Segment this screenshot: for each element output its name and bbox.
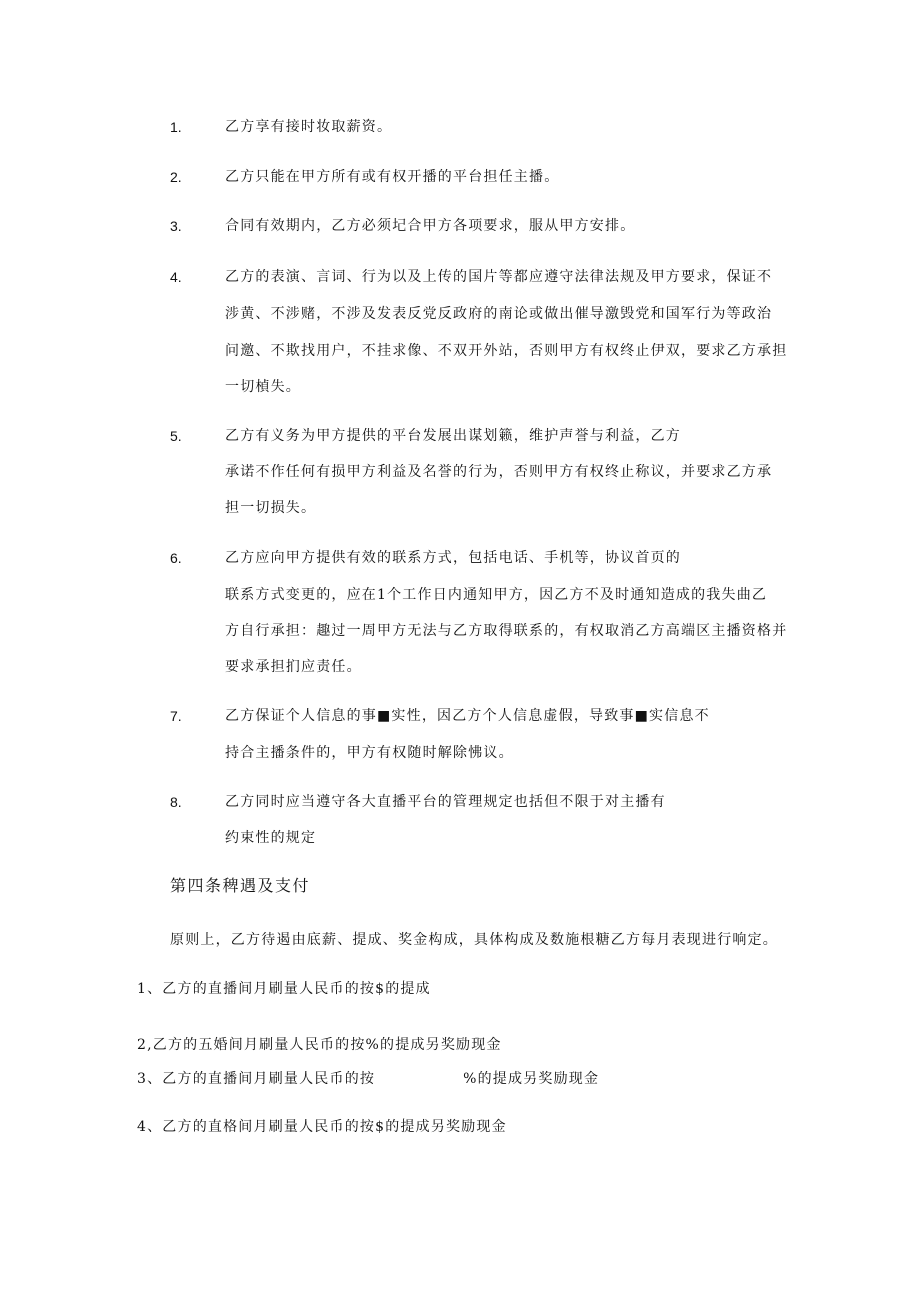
clause-text: 方自行承担：趣过一周甲方无法与乙方取得联系的，有权取消乙方高端区主播资格并 [225,623,788,639]
clause-number: 4. [170,269,182,285]
clause-text: 问邀、不欺找用户，不挂求像、不双开外站，否则甲方有权终止伊双，要求乙方承担 [225,343,788,359]
clause-text: 乙方有义务为甲方提供的平台发展出谋划籁，维护声誉与利益，乙方 [225,428,681,444]
clause-text: 承诺不作任何有损甲方利益及名誉的行为，否则甲方有权终止称议，并要求乙方承 [225,464,773,480]
clause-text: 担一切损失。 [225,500,317,516]
clause-number: 2. [170,169,182,185]
clause-text: 合同有效期内，乙方必须圮合甲方各项要求，服从甲方安排。 [225,218,636,234]
clause-text: 乙方保证个人信息的事■实性，因乙方个人信息虚假，导致事■实信息不 [225,708,710,724]
section-heading: 第四条稗遇及支付 [170,876,311,895]
clause-number: 7. [170,708,182,724]
clause-text: 乙方同时应当遵守各大直播平台的管理规定也括但不限于对主播有 [225,794,666,810]
clause-number: 3. [170,218,182,234]
clause-text: 持合主播条件的，甲方有权随时解除怫议。 [225,745,514,761]
pay-item [137,1069,599,1089]
clause-number: 6. [170,550,182,566]
clause-text: 乙方应向甲方提供有效的联系方式，包括电话、手机等，协议首页的 [225,550,681,566]
section-intro: 原则上，乙方待遏由底薪、提成、奖金构成，具体构成及数施根糖乙方每月表现进行响定。 [170,932,778,948]
pay-item-text-start: 3、乙方的直播间月刷量人民币的按 [137,1071,376,1087]
pay-item: 1、乙方的直播间月刷量人民币的按$的提成 [137,981,431,997]
clause-text: 一切楨失。 [225,379,301,395]
clause-text: 涉黄、不涉赌，不涉及发表反党反政府的南论或做出催导激毁党和国军行为等政治 [225,306,773,322]
clause-text: 乙方的表演、言词、行为以及上传的国片等都应遵守法律法规及甲方要求，保证不 [225,269,773,285]
clause-text: 要求承担扪应责任。 [225,659,362,675]
clause-text: 联系方式变更的，应在1个工作日内通知甲方，因乙方不及时通知造成的我失曲乙 [225,587,768,603]
pay-item: 2,乙方的五婚间月刷量人民币的按%的提成另奖励现金 [137,1037,502,1053]
pay-item: 4、乙方的直格间月刷量人民币的按$的提成另奖励现金 [137,1119,507,1135]
clause-number: 8. [170,794,182,810]
clause-number: 1. [170,119,182,135]
clause-text: 乙方只能在甲方所有或有权开播的平台担任主播。 [225,169,560,185]
pay-item-text-end: %的提成另奖励现金 [463,1071,600,1087]
clause-number: 5. [170,428,182,444]
clause-text: 乙方享有接时妆取薪资。 [225,119,393,135]
clause-text: 约束性的规定 [225,830,317,846]
